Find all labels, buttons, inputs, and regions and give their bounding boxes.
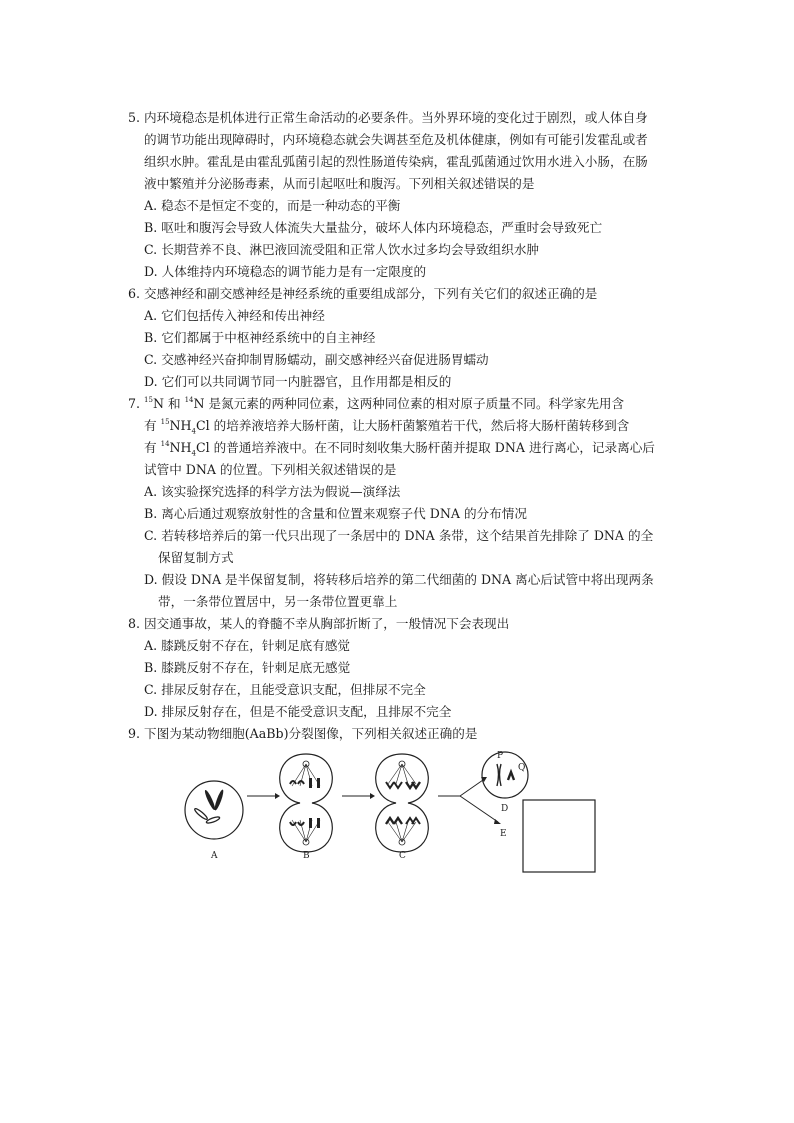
- q8-option-b: B. 膝跳反射不存在，针刺足底无感觉: [144, 660, 351, 675]
- q5-stem-line-2: 的调节功能出现障碍时，内环境稳态就会失调甚至危及机体健康，例如有可能引发霍乱或者: [144, 132, 648, 147]
- label-a: A: [211, 851, 218, 861]
- label-q: Q: [518, 763, 526, 773]
- q8-option-c: C. 排尿反射存在，且能受意识支配，但排尿不完全: [144, 682, 426, 697]
- q7-stem-line-3: 有 $^{14}NH_4Cl$ 的普通培养液中。在不同时刻收集大肠杆菌并提取 DNA 进行离心，记录离心后: [144, 439, 655, 458]
- q7-stem-line-1: 7. $^{15}$N 和 $^{14}$N 是氮元素的两种同位素，这两种同位素的相对原子质量不同。科学家先用含: [128, 395, 625, 411]
- cell-b: [280, 754, 333, 861]
- q7-option-c-cont: 保留复制方式: [158, 550, 234, 565]
- q8-option-a: A. 膝跳反射不存在，针刺足底有感觉: [144, 638, 351, 653]
- q8-stem: 8. 因交通事故，某人的脊髓不幸从胸部折断了，一般情况下会表现出: [128, 616, 510, 631]
- q7-stem-line-4: 试管中 DNA 的位置。下列相关叙述错误的是: [144, 462, 397, 477]
- q6-option-c: C. 交感神经兴奋抑制胃肠蠕动，副交感神经兴奋促进肠胃蠕动: [144, 352, 489, 367]
- q5-option-d: D. 人体维持内环境稳态的调节能力是有一定限度的: [144, 264, 427, 279]
- q6-option-a: A. 它们包括传入神经和传出神经: [144, 308, 325, 323]
- label-b: B: [303, 851, 310, 861]
- label-e: E: [500, 829, 507, 839]
- q7-option-d: D. 假设 DNA 是半保留复制，将转移后培养的第二代细菌的 DNA 离心后试管中将出现两条: [144, 572, 654, 587]
- q6-stem: 6. 交感神经和副交感神经是神经系统的重要组成部分，下列有关它们的叙述正确的是: [128, 286, 598, 301]
- q7-option-b: B. 离心后通过观察放射性的含量和位置来观察子代 DNA 的分布情况: [144, 506, 527, 521]
- cell-e-box: [500, 800, 595, 872]
- cell-a: [185, 781, 243, 861]
- arrow-c-e: [460, 796, 498, 822]
- q5-stem-line-1: 5. 内环境稳态是机体进行正常生命活动的必要条件。当外界环境的变化过于剧烈，或人体自身: [128, 110, 648, 125]
- label-c: C: [399, 851, 406, 861]
- q7-option-a: A. 该实验探究选择的科学方法为假说—演绎法: [144, 484, 401, 499]
- arrow-c-e-head: [494, 819, 501, 824]
- cell-d: [482, 751, 528, 814]
- label-p: P: [497, 751, 504, 761]
- label-d: D: [501, 804, 509, 814]
- cell-c: [376, 754, 429, 861]
- cell-division-figure: [180, 750, 620, 880]
- q5-option-c: C. 长期营养不良、淋巴液回流受阻和正常人饮水过多均会导致组织水肿: [144, 242, 540, 257]
- q6-option-b: B. 它们都属于中枢神经系统中的自主神经: [144, 330, 376, 345]
- q7-stem-line-2: 有 $^{15}NH_4Cl$ 的培养液培养大肠杆菌，让大肠杆菌繁殖若干代，然后将大肠杆菌转移到含: [144, 417, 630, 436]
- arrow-a-b-head: [275, 793, 280, 799]
- q8-option-d: D. 排尿反射存在，但是不能受意识支配，且排尿不完全: [144, 704, 452, 719]
- q5-option-a: A. 稳态不是恒定不变的，而是一种动态的平衡: [144, 198, 401, 213]
- arrow-c-d: [460, 780, 483, 796]
- q5-option-b: B. 呕吐和腹泻会导致人体流失大量盐分，破坏人体内环境稳态，严重时会导致死亡: [144, 220, 603, 235]
- q9-stem: 9. 下图为某动物细胞(AaBb)分裂图像，下列相关叙述正确的是: [128, 726, 478, 741]
- arrow-b-c-head: [370, 793, 375, 799]
- q6-option-d: D. 它们可以共同调节同一内脏器官，且作用都是相反的: [144, 374, 452, 389]
- q5-stem-line-4: 液中繁殖并分泌肠毒素，从而引起呕吐和腹泻。下列相关叙述错误的是: [144, 176, 535, 191]
- q7-option-d-cont: 带，一条带位置居中，另一条带位置更靠上: [158, 594, 398, 609]
- q7-option-c: C. 若转移培养后的第一代只出现了一条居中的 DNA 条带，这个结果首先排除了 DNA 的全: [144, 528, 654, 543]
- q5-stem-line-3: 组织水肿。霍乱是由霍乱弧菌引起的烈性肠道传染病，霍乱弧菌通过饮用水进入小肠，在肠: [144, 154, 648, 169]
